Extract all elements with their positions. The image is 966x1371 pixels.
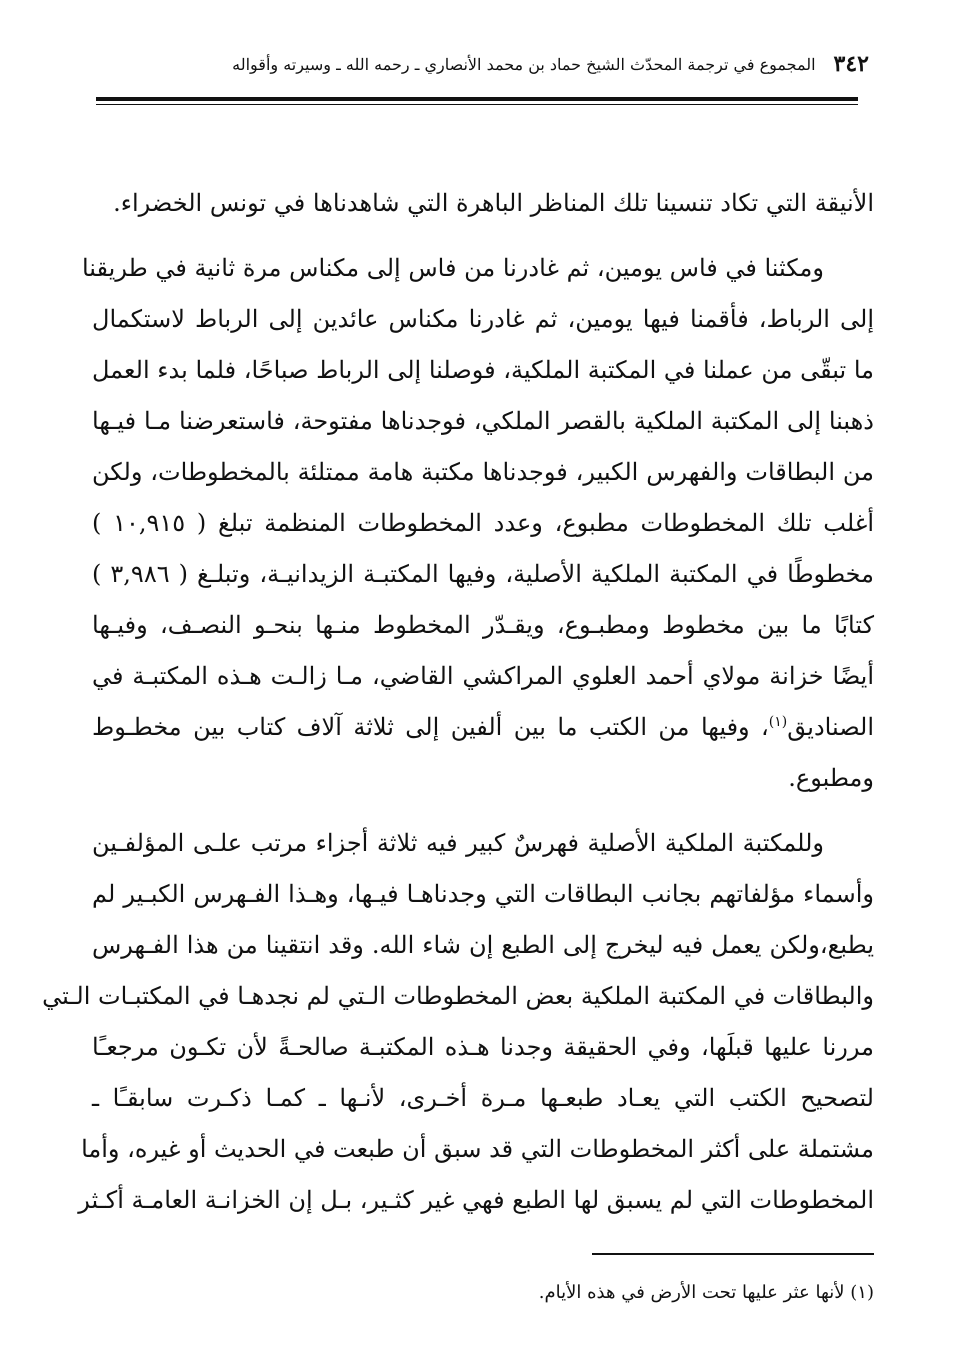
text-line: ومطبوع. <box>788 764 874 792</box>
footnote-separator <box>592 1253 874 1255</box>
text-line: مررنا عليها قبلَها، وفي الحقيقة وجدنا هـذه المكتبـة صالحـةً لأن تكـون مرجعـًا <box>92 1033 874 1061</box>
text-line-with-footnote <box>92 702 874 753</box>
text-line: الأنيقة التي تكاد تنسينا تلك المناظر الباهرة التي شاهدناها في تونس الخضراء. <box>113 189 874 217</box>
paragraph-1 <box>92 178 874 229</box>
running-header-title: المجموع في ترجمة المحدّث الشيخ حماد بن محمد الأنصاري ـ رحمه الله ـ وسيرته وأقواله <box>232 54 816 74</box>
text-fragment: الصناديق <box>787 713 874 741</box>
paragraph-3 <box>42 818 874 1226</box>
footnote-text: لأنها عثر عليها تحت الأرض في هذه الأيام. <box>538 1282 845 1303</box>
header-rule-thick <box>96 97 858 101</box>
paragraph-gap <box>92 229 874 243</box>
text-line: مخطوطًا في المكتبة الملكية الأصلية، وفيها المكتبـة الزيدانيـة، وتبلـغ ( ٣,٩٨٦ ) <box>92 560 874 588</box>
text-line: كتابًا ما بين مخطوط ومطبـوع، ويقـدّر المخطوط منـها بنحـو النصـف، وفيـها <box>92 611 874 639</box>
text-line: ما تبقّى من عملنا في المكتبة الملكية، فوصلنا إلى الرباط صباحًا، فلما بدء العمل <box>92 356 874 384</box>
text-line: والبطاقات في المكتبة الملكية بعض المخطوطات الـتي لم نجدهـا في المكتبـات الـتي <box>42 982 874 1010</box>
text-line: من البطاقات والفهرس الكبير، فوجدناها مكتبة هامة ممتلئة بالمخطوطات، ولكن <box>92 458 874 486</box>
text-line: ذهبنا إلى المكتبة الملكية بالقصر الملكي، فوجدناها مفتوحة، فاستعرضنا مـا فيـها <box>92 407 874 435</box>
text-line: لتصحيح الكتب التي يعـاد طبعـها مـرة أخـرى، لأنـها ـ كمـا ذكـرت سابقـًا ـ <box>92 1084 874 1112</box>
text-line: مشتملة على أكثر المخطوطات التي قد سبق أن طبعت في الحديث أو غيره، وأما <box>81 1135 874 1163</box>
footnote <box>300 1278 874 1308</box>
text-line: المخطوطات التي لم يسبق لها الطبع فهي غير كثـير، بـل إن الخزانـة العامـة أكـثر <box>78 1186 874 1214</box>
text-line: وللمكتبة الملكية الأصلية فهرسٌ كبير فيه ثلاثة أجزاء مرتب علـى المؤلفـين <box>92 829 824 857</box>
paragraph-2 <box>81 243 874 804</box>
header-rule-thin <box>96 104 858 105</box>
text-line: وأسماء مؤلفاتهم بجانب البطاقات التي وجدناهـا فيـها، وهـذا الفـهرس الكبـير لم <box>92 880 874 908</box>
text-line: يطبع،ولكن يعمل فيه ليخرج إلى الطبع إن شاء الله. وقد انتقينا من هذا الفـهرس <box>92 931 874 959</box>
paragraph-gap <box>92 804 874 818</box>
text-line: أغلب تلك المخطوطات مطبوع، وعدد المخطوطات المنظمة تبلغ ( ١٠,٩١٥ ) <box>92 509 874 537</box>
footnote-reference[interactable]: (١) <box>768 714 788 730</box>
text-fragment: ، وفيها من الكتب ما بين ألفين إلى ثلاثة آلاف كتاب بين مخطـوط <box>92 713 769 741</box>
text-line: أيضًا خزانة مولاي أحمد العلوي المراكشي القاضي، مـا زالـت هـذه المكتبـة في <box>92 662 874 690</box>
text-line: إلى الرباط، فأقمنا فيها يومين، ثم غادرنا مكناس عائدين إلى الرباط لاستكمال <box>92 305 874 333</box>
body-text <box>42 178 874 1226</box>
running-header <box>96 40 869 88</box>
text-line: ومكثنا في فاس يومين، ثم غادرنا من فاس إلى مكناس مرة ثانية في طريقنا <box>81 254 824 282</box>
page-number: ٣٤٢ <box>833 51 869 77</box>
footnote-marker: (١) <box>850 1282 874 1303</box>
